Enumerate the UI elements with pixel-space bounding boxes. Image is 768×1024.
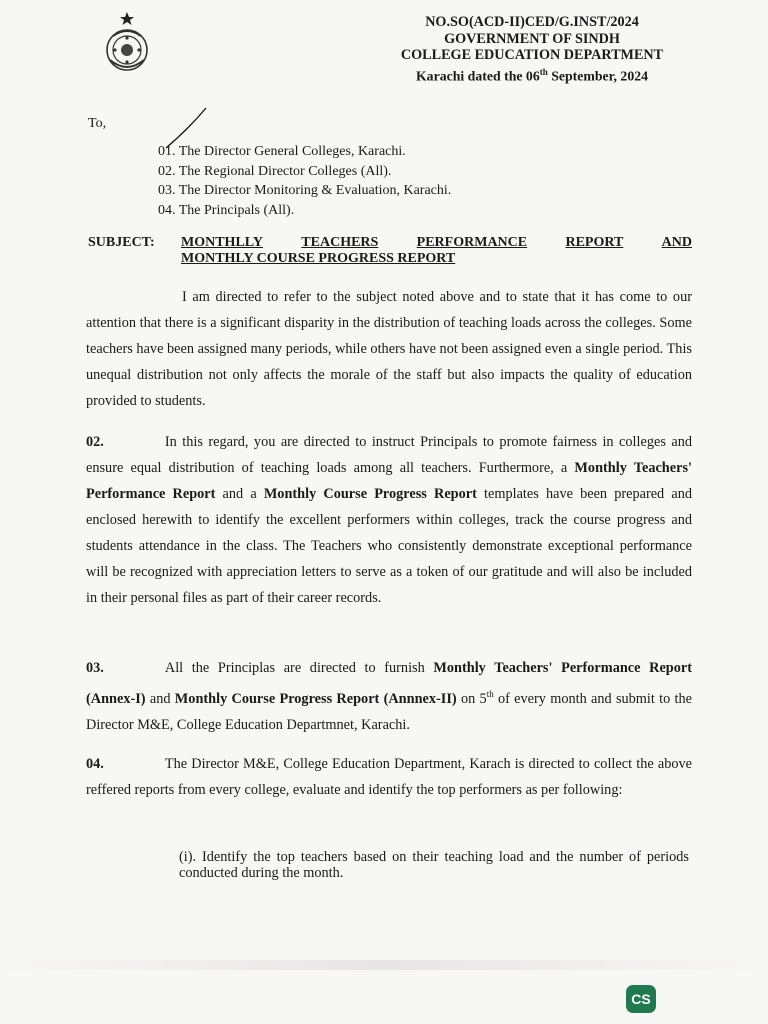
paragraph-text: of every month and submit to the Director M&E, College Education Departmnet, Karachi. bbox=[86, 690, 693, 733]
date-suffix: th bbox=[539, 66, 548, 77]
letter-header bbox=[382, 14, 682, 85]
subject-word: TEACHERS bbox=[301, 235, 379, 250]
subject-word: MONTHLLY bbox=[181, 235, 263, 250]
date-month-year: September, 2024 bbox=[547, 68, 649, 84]
subject-line-1 bbox=[181, 235, 692, 251]
bold-report-name: Monthly Teachers' Performance Report bbox=[86, 460, 692, 502]
reference-number: NO.SO(ACD-II)CED/G.INST/2024 bbox=[425, 14, 639, 30]
ordinal-suffix: th bbox=[486, 689, 494, 699]
recipient-item: 04. The Principals (All). bbox=[158, 202, 295, 218]
paragraph-text: In this regard, you are directed to instruct Principals to promote fairness in colleges and ensure equal distribution of teaching loads among all teachers. Furthermore, a bbox=[86, 434, 692, 476]
sub-item-i: (i). Identify the top teachers based on their teaching load and the number of periods conducted during the month. bbox=[179, 849, 689, 881]
paragraph-text: All the Principlas are directed to furnish bbox=[164, 660, 434, 676]
recipient-item: 01. The Director General Colleges, Karachi. bbox=[158, 144, 406, 159]
paragraph-1-text: I am directed to refer to the subject noted above and to state that it has come to our attention that there is a significant disparity in the distribution of teaching loads across the colleges. Some teachers have been assigned many periods, while others have not been assigned even a single period. This unequal distribution not only affects the morale of the staff but also impacts the quality of education provided to students. bbox=[86, 289, 692, 409]
subject-label: SUBJECT: bbox=[88, 235, 155, 250]
paragraph-number: 04. bbox=[86, 756, 104, 772]
recipient-item: 02. The Regional Director Colleges (All). bbox=[158, 163, 392, 179]
paragraph-1 bbox=[86, 284, 692, 414]
department-name: COLLEGE EDUCATION DEPARTMENT bbox=[400, 47, 664, 63]
to-label: To, bbox=[88, 116, 107, 131]
government-seal-icon bbox=[100, 10, 154, 72]
bold-report-name: Monthly Course Progress Report bbox=[263, 486, 477, 502]
camscanner-logo: CS bbox=[626, 985, 656, 1013]
paragraph-3 bbox=[86, 655, 692, 738]
bold-report-name: Monthly Teachers' Performance Report (Annex-I) bbox=[86, 660, 692, 707]
paragraph-number: 02. bbox=[86, 434, 104, 450]
paragraph-text: on 5 bbox=[456, 690, 487, 707]
paragraph-number: 03. bbox=[86, 660, 104, 676]
paragraph-text: and bbox=[145, 690, 175, 707]
subject-line-2: MONTHLY COURSE PROGRESS REPORT bbox=[181, 251, 456, 266]
paragraph-text: and a bbox=[215, 486, 264, 502]
subject-text bbox=[181, 235, 692, 267]
scan-artifact bbox=[0, 960, 768, 970]
paragraph-2 bbox=[86, 429, 692, 611]
date-prefix: Karachi dated the 06 bbox=[415, 68, 540, 84]
subject-word: PERFORMANCE bbox=[416, 235, 528, 250]
subject-word: REPORT bbox=[565, 235, 624, 250]
letter-date bbox=[382, 64, 682, 85]
recipient-item: 03. The Director Monitoring & Evaluation, Karachi. bbox=[158, 183, 452, 198]
recipient-list bbox=[158, 142, 451, 220]
paragraph-4 bbox=[86, 751, 692, 803]
paragraph-text: The Director M&E, College Education Department, Karach is directed to collect the above reffered reports from every college, evaluate and identify the top performers as per following: bbox=[86, 756, 692, 798]
bold-report-name: Monthly Course Progress Report (Annnex-II) bbox=[174, 690, 457, 707]
subject-word: AND bbox=[661, 235, 692, 250]
paragraph-text: templates have been prepared and enclosed herewith to identify the excellent performers within colleges, track the course progress and students attendance in the class. The Teachers who consistently demonstrate exceptional performance will be recognized with appreciation letters to serve as a token of our gratitude and will also be included in their personal files as part of their career records. bbox=[86, 486, 692, 606]
government-name: GOVERNMENT OF SINDH bbox=[444, 30, 620, 47]
